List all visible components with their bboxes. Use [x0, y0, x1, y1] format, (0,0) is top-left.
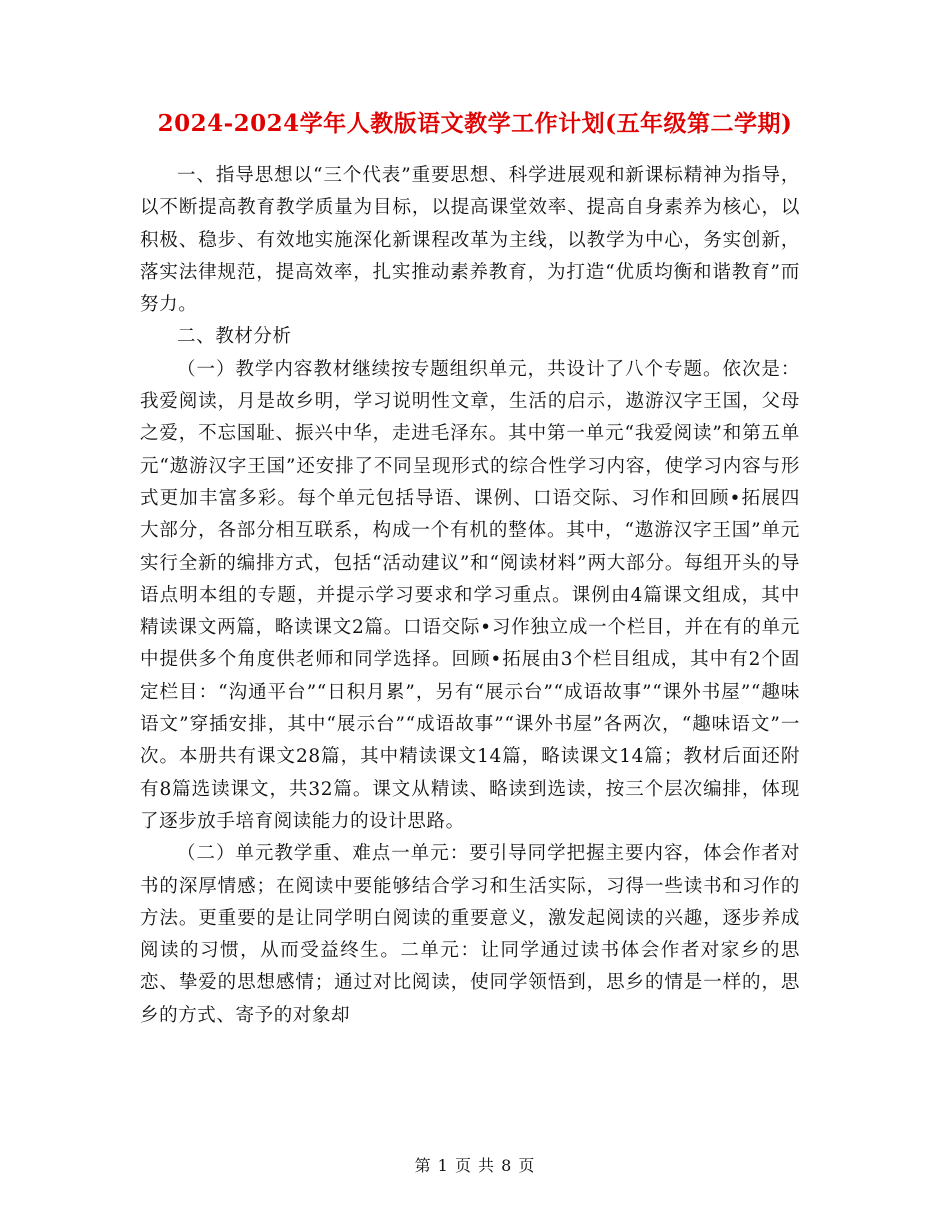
- paragraph-unit-key-points: （二）单元教学重、难点一单元：要引导同学把握主要内容，体会作者对书的深厚情感；在阅读中要能够结合学习和生活实际，习得一些读书和习作的方法。更重要的是让同学明白阅读的重要意义，激发起阅读的兴趣，逐步养成阅读的习惯，从而受益终生。二单元：让同学通过读书体会作者对家乡的思恋、挚爱的思想感情；通过对比阅读，使同学领悟到，思乡的情是一样的，思乡的方式、寄予的对象却: [140, 843, 800, 1026]
- document-body: [140, 160, 800, 1032]
- paragraph-guiding-ideology: 一、指导思想以“三个代表”重要思想、科学进展观和新课标精神为指导，以不断提高教育教学质量为目标，以提高课堂效率、提高自身素养为核心，以积极、稳步、有效地实施深化新课程改革为主线，以教学为中心，务实创新，落实法律规范，提高效率，扎实推动素养教育，为打造“优质均衡和谐教育”而努力。: [140, 165, 800, 316]
- paragraph-textbook-analysis-heading: 二、教材分析: [177, 326, 292, 348]
- document-title: 2024-2024学年人教版语文教学工作计划(五年级第二学期): [157, 110, 793, 137]
- page-footer: 第 1 页 共 8 页: [414, 1156, 536, 1175]
- paragraph-teaching-content: （一）教学内容教材继续按专题组织单元，共设计了八个专题。依次是：我爱阅读，月是故乡明，学习说明性文章，生活的启示，遨游汉字王国，父母之爱，不忘国耻、振兴中华，走进毛泽东。其中第一单元“我爱阅读”和第五单元“遨游汉字王国”还安排了不同呈现形式的综合性学习内容，使学习内容与形式更加丰富多彩。每个单元包括导语、课例、口语交际、习作和回顾•拓展四大部分，各部分相互联系，构成一个有机的整体。其中，“遨游汉字王国”单元实行全新的编排方式，包括“活动建议”和“阅读材料”两大部分。每组开头的导语点明本组的专题，并提示学习要求和学习重点。课例由4篇课文组成，其中精读课文两篇，略读课文2篇。口语交际•习作独立成一个栏目，并在有的单元中提供多个角度供老师和同学选择。回顾•拓展由3个栏目组成，其中有2个固定栏目：“沟通平台”“日积月累”，另有“展示台”“成语故事”“课外书屋”“趣味语文”穿插安排，其中“展示台”“成语故事”“课外书屋”各两次，“趣味语文”一次。本册共有课文28篇，其中精读课文14篇，略读课文14篇；教材后面还附有8篇选读课文，共32篇。课文从精读、略读到选读，按三个层次编排，体现了逐步放手培育阅读能力的设计思路。: [140, 358, 800, 832]
